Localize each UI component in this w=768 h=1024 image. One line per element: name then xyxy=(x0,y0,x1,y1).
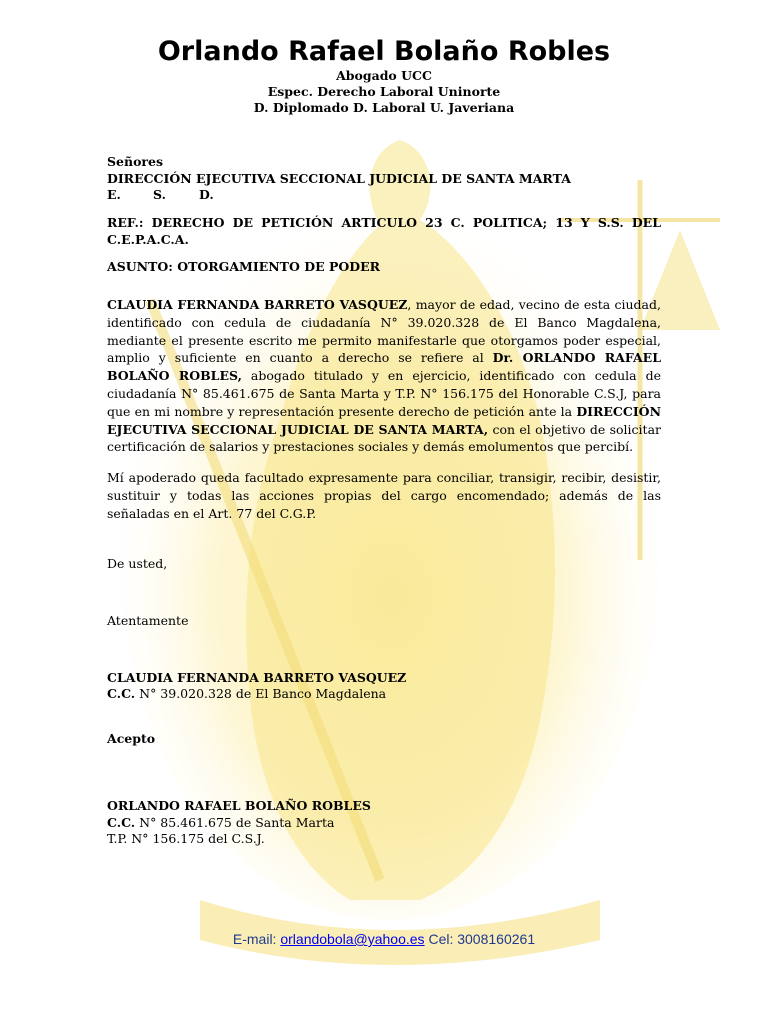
signer-2-cc-label: C.C. xyxy=(107,815,136,830)
reference-line-1: REF.: DERECHO DE PETICIÓN ARTICULO 23 C. POLITICA; 13 Y S.S. DEL xyxy=(107,215,661,230)
email-label: E-mail: xyxy=(232,931,281,947)
acepto-label: Acepto xyxy=(107,731,156,746)
phone-text: Cel: 3008160261 xyxy=(424,931,536,947)
closing-atentamente: Atentamente xyxy=(107,613,189,628)
signer-2-name: ORLANDO RAFAEL BOLAÑO ROBLES xyxy=(107,798,371,813)
salutation: Señores xyxy=(107,154,163,169)
grantor-name: CLAUDIA FERNANDA BARRETO VASQUEZ xyxy=(107,297,408,312)
subject-line: ASUNTO: OTORGAMIENTO DE PODER xyxy=(107,259,380,274)
reference-line-2: C.E.P.A.C.A. xyxy=(107,232,189,247)
letterhead-title: Abogado UCC xyxy=(336,68,432,83)
body-paragraph-1 xyxy=(107,296,661,456)
signer-2-tp: T.P. N° 156.175 del C.S.J. xyxy=(107,831,265,846)
signer-2-cc-value: N° 85.461.675 de Santa Marta xyxy=(135,815,335,830)
letterhead-specialization: Espec. Derecho Laboral Uninorte xyxy=(267,84,501,99)
signer-1-id xyxy=(107,685,661,703)
body-text-1: , mayor de edad, vecino de esta ciudad, identificado con cedula de ciudadanía N° 39.020.328 de El Banco Magdalena, mediante el presente escrito me permito manifestarle que otorgamos poder especial, amplio y suficiente en cuanto a derecho se refiere al xyxy=(107,297,661,366)
closing-de-usted: De usted, xyxy=(107,556,168,571)
signer-1-cc-label: C.C. xyxy=(107,686,136,701)
attorney-name: Dr. ORLANDO RAFAEL BOLAÑO ROBLES, xyxy=(107,350,662,384)
entity-name: DIRECCIÓN EJECUTIVA SECCIONAL JUDICIAL DE SANTA MARTA, xyxy=(107,403,661,437)
signer-1-name: CLAUDIA FERNANDA BARRETO VASQUEZ xyxy=(107,670,407,685)
signer-1-cc-value: N° 39.020.328 de El Banco Magdalena xyxy=(135,686,387,701)
esd-d: D. xyxy=(199,187,214,202)
body-text-3: con el objetivo de solicitar certificación de salarios y prestaciones sociales y demás emolumentos que percibí. xyxy=(107,421,661,455)
recipient-organization: DIRECCIÓN EJECUTIVA SECCIONAL JUDICIAL DE SANTA MARTA xyxy=(107,171,571,186)
esd-line xyxy=(107,186,661,204)
letterhead-name: Orlando Rafael Bolaño Robles xyxy=(157,36,611,67)
body-paragraph-2: Mí apoderado queda facultado expresamente para conciliar, transigir, recibir, desistir, sustituir y todas las acciones propias del cargo encomendado; además de las señaladas en el Art. 77 del C.G.P. xyxy=(107,470,661,521)
body-text-2: abogado titulado y en ejercicio, identificado con cedula de ciudadanía N° 85.461.675 de Santa Marta y T.P. N° 156.175 del Honorable C.S.J, para que en mi nombre y representación presente derecho de petición ante la xyxy=(107,368,662,419)
letterhead-diploma: D. Diplomado D. Laboral U. Javeriana xyxy=(253,100,515,115)
email-link[interactable]: orlandobola@yahoo.es xyxy=(280,931,425,947)
footer-contact xyxy=(0,931,768,947)
esd-s: S. xyxy=(153,187,166,202)
esd-e: E. xyxy=(107,187,121,202)
